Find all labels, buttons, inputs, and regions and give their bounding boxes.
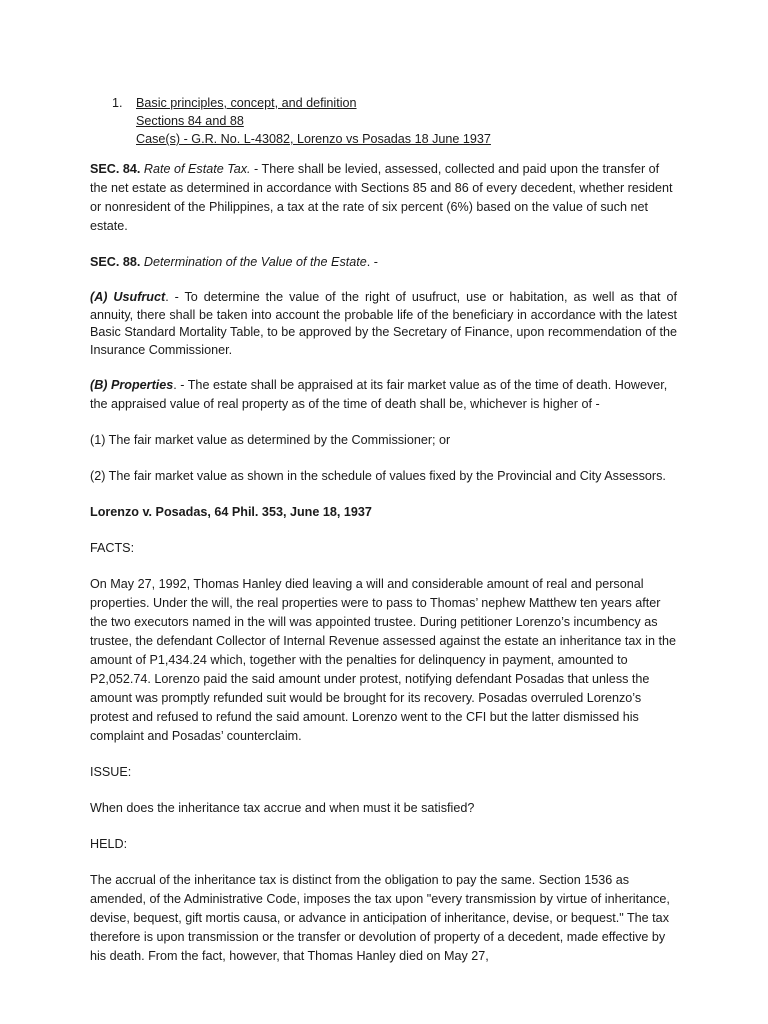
outline-item xyxy=(112,130,491,148)
outline-item-principles: Basic principles, concept, and definition xyxy=(136,96,357,110)
outline-item-sections: Sections 84 and 88 xyxy=(136,114,244,128)
outline-item xyxy=(112,94,491,112)
sec84-paragraph xyxy=(90,160,677,236)
held-paragraph: The accrual of the inheritance tax is distinct from the obligation to pay the same. Section 1536 as amended, of the Administrative Code, imposes the tax upon "every transmission by virtue of inheritance, devise, bequest, gift mortis causa, or advance in anticipation of inheritance, devise, or bequest." The tax therefore is upon transmission or the transfer or devolution of property of a decedent, made effective by his death. From the fact, however, that Thomas Hanley died on May 27, xyxy=(90,873,670,963)
issue-paragraph: When does the inheritance tax accrue and when must it be satisfied? xyxy=(90,801,475,815)
sec84-title: Rate of Estate Tax. xyxy=(143,162,251,176)
properties-label: (B) Properties xyxy=(90,378,174,392)
sec84-text: - There shall be levied, assessed, collected and paid upon the transfer of the net estate as determined in accordance with Sections 85 and 86 of every decedent, whether resident or nonresident of the Philippines, a tax at the rate of six percent (6%) based on the value of such net estate. xyxy=(90,162,673,233)
properties-paragraph xyxy=(90,376,677,414)
properties-text: . - The estate shall be appraised at its fair market value as of the time of death. However, the appraised value of real property as of the time of death shall be, whichever is higher of - xyxy=(90,378,668,411)
issue-heading: ISSUE: xyxy=(90,765,132,779)
outline-list xyxy=(112,94,491,148)
document-body xyxy=(90,160,677,983)
item-1: (1) The fair market value as determined by the Commissioner; or xyxy=(90,433,451,447)
usufruct-paragraph xyxy=(90,289,677,359)
outline-item xyxy=(112,112,491,130)
sec88-heading xyxy=(90,253,677,272)
usufruct-text: . - To determine the value of the right of usufruct, use or habitation, as well as that of annuity, there shall be taken into account the probable life of the beneficiary in accordance with the latest Basic Standard Mortality Table, to be approved by the Secretary of Finance, upon recommendation of the Insurance Commissioner. xyxy=(90,290,677,357)
facts-heading: FACTS: xyxy=(90,541,135,555)
sec88-title: Determination of the Value of the Estate xyxy=(143,255,367,269)
sec84-label: SEC. 84. xyxy=(90,162,141,176)
sec88-suffix: . - xyxy=(366,255,378,269)
usufruct-label: (A) Usufruct xyxy=(90,290,166,304)
case-title: Lorenzo v. Posadas, 64 Phil. 353, June 18, 1937 xyxy=(90,505,372,519)
item-2: (2) The fair market value as shown in the schedule of values fixed by the Provincial and City Assessors. xyxy=(90,469,666,483)
outline-number: 1. xyxy=(112,96,123,110)
outline-item-cases: Case(s) - G.R. No. L-43082, Lorenzo vs Posadas 18 June 1937 xyxy=(136,132,491,146)
facts-paragraph: On May 27, 1992, Thomas Hanley died leaving a will and considerable amount of real and personal properties. Under the will, the real properties were to pass to Thomas’ nephew Matthew ten years after the two executors named in the will was appointed trustee. During petitioner Lorenzo’s incumbency as trustee, the defendant Collector of Internal Revenue assessed against the estate an inheritance tax in the amount of P1,434.24 which, together with the penalties for delinquency in payment, amounted to P2,052.74. Lorenzo paid the said amount under protest, notifying defendant Posadas that unless the amount was promptly refunded suit would be brought for its recovery. Posadas overruled Lorenzo’s protest and refused to refund the said amount. Lorenzo went to the CFI but the latter dismissed his complaint and Posadas’ counterclaim. xyxy=(90,577,676,743)
sec88-label: SEC. 88. xyxy=(90,255,141,269)
held-heading: HELD: xyxy=(90,837,128,851)
